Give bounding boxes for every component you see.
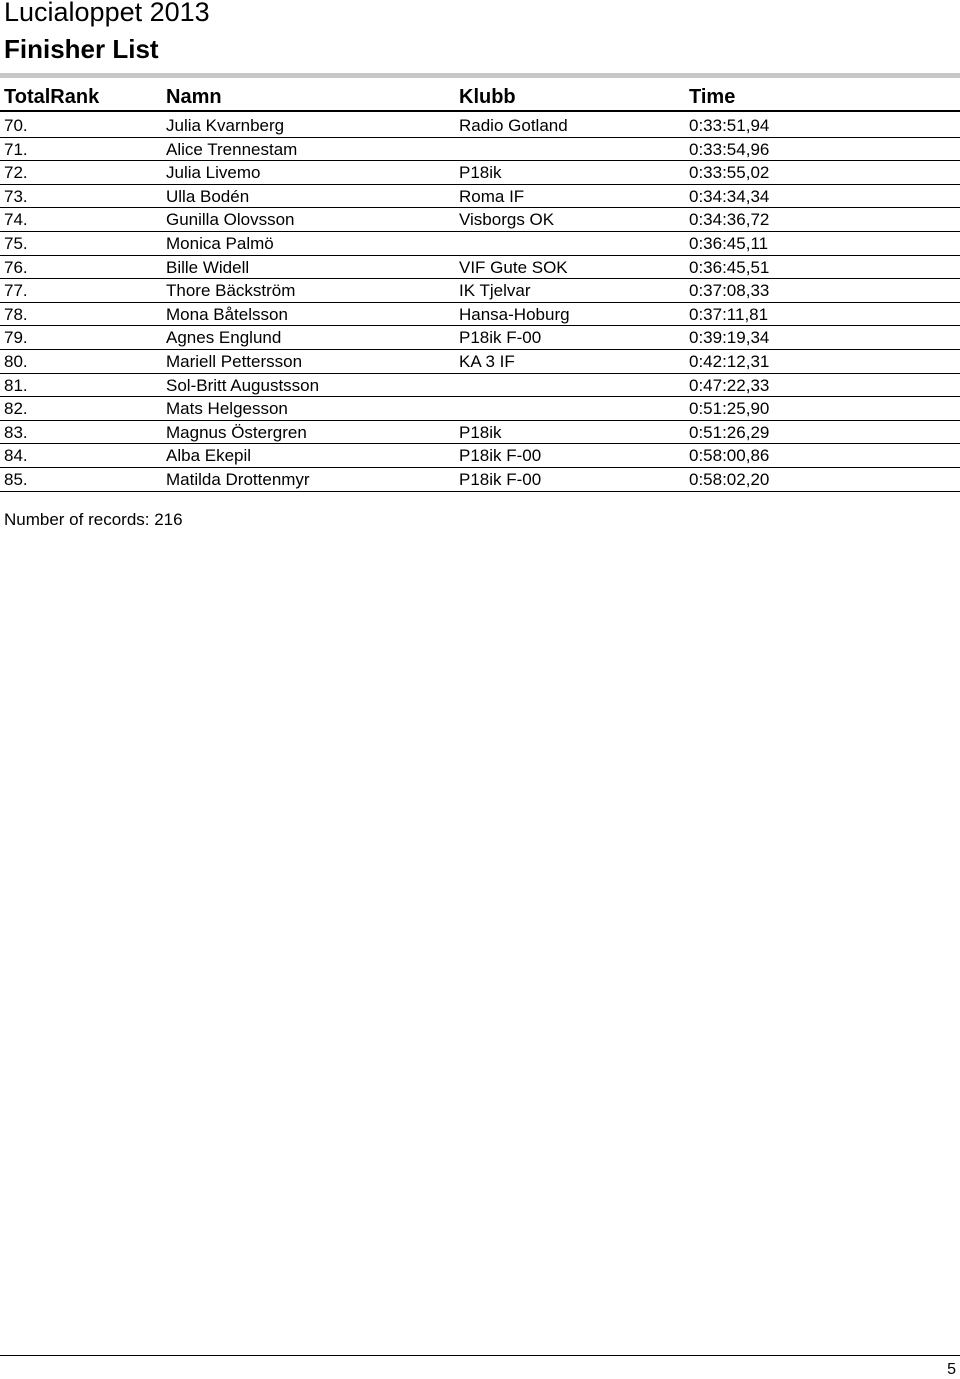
cell-name: Thore Bäckström [166,281,296,301]
cell-rank: 81. [4,375,28,395]
cell-time: 0:51:25,90 [689,399,770,419]
cell-time: 0:33:54,96 [689,139,770,159]
cell-name: Gunilla Olovsson [166,210,295,230]
document-subtitle: Finisher List [4,34,159,64]
table-row [0,421,960,445]
cell-time: 0:33:51,94 [689,116,770,135]
cell-club: P18ik F-00 [459,469,542,489]
document-title: Lucialoppet 2013 [4,0,210,27]
cell-time: 0:51:26,29 [689,422,770,442]
cell-rank: 84. [4,446,28,466]
cell-time: 0:37:11,81 [689,304,769,324]
header-namn: Namn [166,86,222,108]
cell-name: Julia Kvarnberg [166,116,285,135]
table-row [0,256,960,280]
table-row [0,374,960,398]
cell-club: IK Tjelvar [459,281,531,301]
cell-rank: 75. [4,233,28,253]
cell-rank: 70. [4,116,28,135]
table-row [0,138,960,162]
cell-rank: 73. [4,186,28,206]
cell-club: Radio Gotland [459,116,568,135]
header-time: Time [689,86,736,108]
cell-name: Alice Trennestam [166,139,298,159]
cell-rank: 85. [4,469,28,489]
cell-club: P18ik F-00 [459,328,542,348]
cell-name: Sol-Britt Augustsson [166,375,320,395]
cell-time: 0:37:08,33 [689,281,770,301]
cell-time: 0:33:55,02 [689,163,770,183]
page-number: 5 [947,1361,956,1378]
table-row [0,397,960,421]
table-row [0,303,960,327]
cell-rank: 71. [4,139,28,159]
cell-rank: 74. [4,210,28,230]
cell-time: 0:58:00,86 [689,446,770,466]
cell-club: Visborgs OK [459,210,555,230]
cell-name: Mariell Pettersson [166,351,303,371]
cell-rank: 79. [4,328,28,348]
cell-name: Magnus Östergren [166,422,307,442]
cell-time: 0:42:12,31 [689,351,770,371]
cell-club: VIF Gute SOK [459,257,568,277]
cell-rank: 82. [4,399,28,419]
table-row [0,208,960,232]
cell-club: Roma IF [459,186,525,206]
cell-club: P18ik F-00 [459,446,542,466]
cell-name: Ulla Bodén [166,186,250,206]
cell-time: 0:34:34,34 [689,186,770,206]
header-klubb: Klubb [459,86,516,108]
table-row [0,114,960,138]
cell-rank: 77. [4,281,28,301]
cell-time: 0:58:02,20 [689,469,770,489]
cell-time: 0:36:45,51 [689,257,770,277]
cell-name: Mona Båtelsson [166,304,288,324]
table-row [0,350,960,374]
header-divider [0,73,960,78]
table-row [0,326,960,350]
table-row [0,161,960,185]
table-row [0,185,960,209]
cell-name: Julia Livemo [166,163,261,183]
cell-rank: 72. [4,163,28,183]
cell-club: P18ik [459,422,502,442]
cell-time: 0:36:45,11 [689,233,769,253]
table-row [0,468,960,492]
cell-name: Alba Ekepil [166,446,252,466]
cell-rank: 83. [4,422,28,442]
table-header [0,84,960,112]
cell-club: P18ik [459,163,502,183]
cell-time: 0:47:22,33 [689,375,770,395]
cell-time: 0:34:36,72 [689,210,770,230]
cell-name: Matilda Drottenmyr [166,469,310,489]
table-row [0,232,960,256]
cell-name: Bille Widell [166,257,250,277]
cell-club: KA 3 IF [459,351,515,371]
table-row [0,444,960,468]
cell-time: 0:39:19,34 [689,328,770,348]
cell-rank: 78. [4,304,28,324]
finisher-table-body [0,114,960,492]
cell-name: Agnes Englund [166,328,282,348]
cell-name: Mats Helgesson [166,399,288,419]
cell-name: Monica Palmö [166,233,274,253]
table-row [0,279,960,303]
cell-rank: 76. [4,257,28,277]
cell-club: Hansa-Hoburg [459,304,570,324]
footer-divider [0,1355,960,1356]
cell-rank: 80. [4,351,28,371]
header-totalrank: TotalRank [4,86,100,108]
record-count: Number of records: 216 [4,510,183,529]
